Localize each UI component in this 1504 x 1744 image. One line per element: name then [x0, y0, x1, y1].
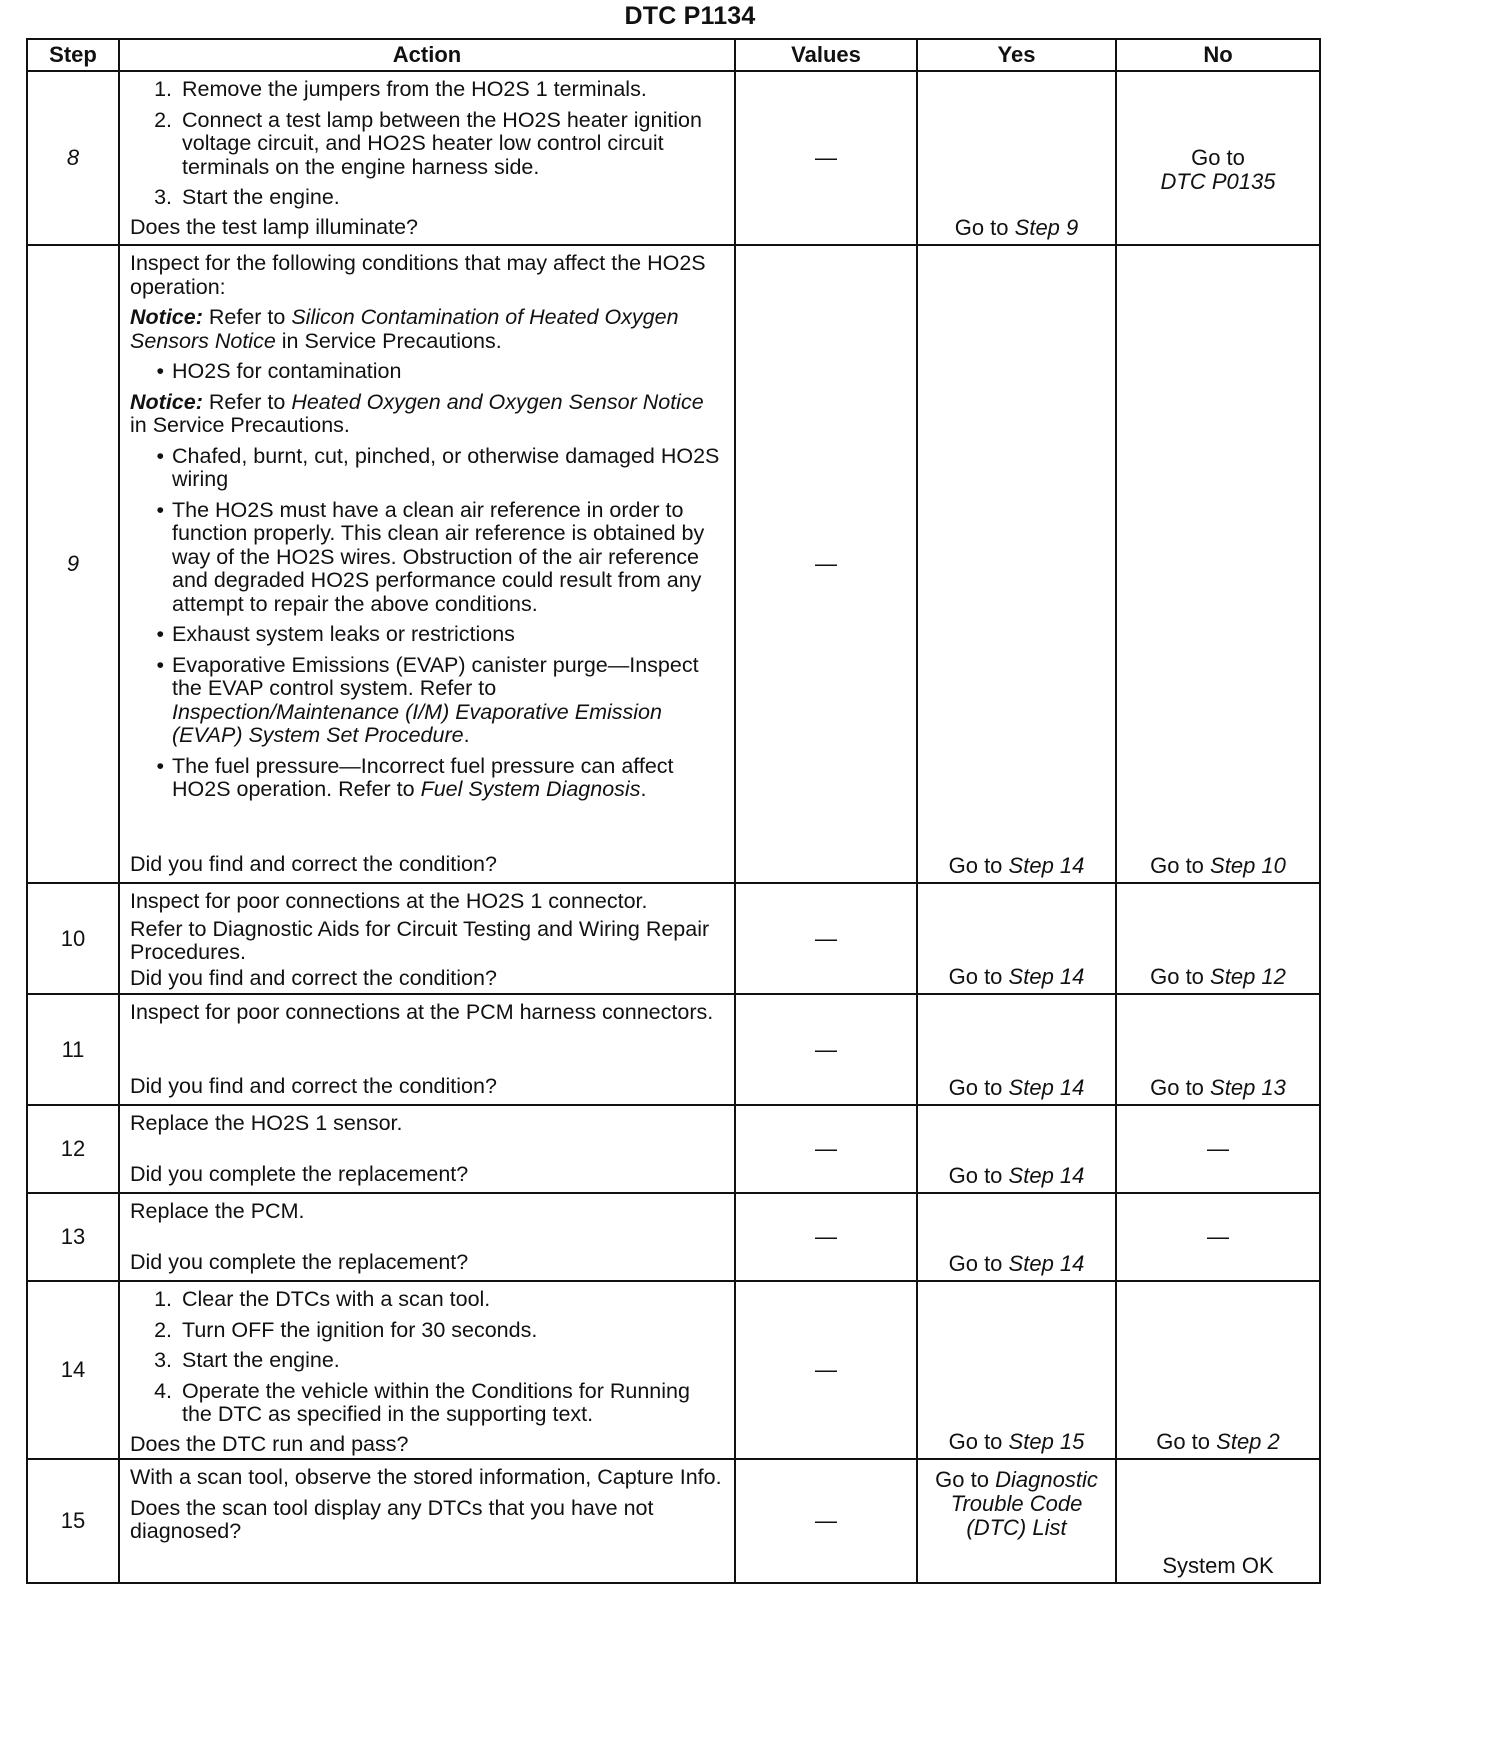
action-question: Did you find and correct the condition? — [130, 851, 497, 876]
table-row-step-13 — [27, 1193, 1320, 1281]
yes-cell: Go to Step 14 — [917, 883, 1116, 994]
no-cell: — — [1116, 1105, 1320, 1193]
action-cell — [119, 71, 735, 245]
action-cell — [119, 883, 735, 994]
yes-cell: Go to Step 15 — [917, 1281, 1116, 1459]
no-cell: System OK — [1116, 1459, 1320, 1583]
table-row-step-8 — [27, 71, 1320, 245]
header-no: No — [1116, 39, 1320, 71]
action-question: Did you complete the replacement? — [130, 1249, 469, 1274]
action-text: With a scan tool, observe the stored information, Capture Info. — [130, 1465, 722, 1489]
table-row-step-9 — [27, 245, 1320, 883]
table-row-step-15 — [27, 1459, 1320, 1583]
action-text: Refer to Diagnostic Aids for Circuit Testing and Wiring Repair Procedures. — [130, 916, 710, 964]
no-cell: Go to Step 12 — [1116, 883, 1320, 994]
yes-cell: Go to Step 14 — [917, 1193, 1116, 1281]
yes-cell: Go to Diagnostic Trouble Code (DTC) List — [917, 1459, 1116, 1583]
yes-cell: Go to Step 14 — [917, 1105, 1116, 1193]
values-cell: — — [735, 883, 917, 994]
action-cell — [119, 1459, 735, 1583]
action-cell — [119, 1193, 735, 1281]
action-question: Does the DTC run and pass? — [130, 1431, 409, 1456]
header-step: Step — [27, 39, 119, 71]
action-cell — [119, 994, 735, 1105]
action-text: Inspect for poor connections at the PCM harness connectors. — [130, 1000, 714, 1024]
action-text: Inspect for poor connections at the HO2S 1 connector. — [130, 889, 648, 913]
table-header-row — [27, 39, 1320, 71]
action-question: Did you find and correct the condition? — [130, 1073, 497, 1098]
header-action: Action — [119, 39, 735, 71]
step-number: 11 — [27, 994, 119, 1105]
header-yes: Yes — [917, 39, 1116, 71]
action-text: Replace the PCM. — [130, 1199, 305, 1223]
step-number: 13 — [27, 1193, 119, 1281]
yes-cell: Go to Step 9 — [917, 71, 1116, 245]
table-row-step-14 — [27, 1281, 1320, 1459]
action-question: Did you complete the replacement? — [130, 1161, 469, 1186]
page-title: DTC P1134 — [624, 2, 756, 30]
list-item: 3. Start the engine. — [154, 185, 340, 209]
list-item: 1. Remove the jumpers from the HO2S 1 terminals. — [154, 77, 647, 101]
step-number: 10 — [27, 883, 119, 994]
action-cell — [119, 1281, 735, 1459]
list-item: • HO2S for contamination — [156, 359, 402, 383]
no-cell: — — [1116, 1193, 1320, 1281]
list-item: 2. Turn OFF the ignition for 30 seconds. — [154, 1317, 538, 1342]
list-item: • Evaporative Emissions (EVAP) canister purge—Inspect the EVAP control system. Refer to Inspection/Maintenance (I/M) Evaporative Emission (EVAP) System Set Procedure. — [156, 652, 699, 747]
step-number: 15 — [27, 1459, 119, 1583]
values-cell: — — [735, 71, 917, 245]
notice-1: Notice: Refer to Silicon Contamination of Heated Oxygen Sensors Notice in Service Precautions. — [130, 305, 679, 353]
list-item: • Exhaust system leaks or restrictions — [156, 622, 515, 646]
step-number: 12 — [27, 1105, 119, 1193]
no-cell: Go to Step 13 — [1116, 994, 1320, 1105]
yes-cell: Go to Step 14 — [917, 245, 1116, 883]
table-row-step-11 — [27, 994, 1320, 1105]
values-cell: — — [735, 1105, 917, 1193]
table-row-step-10 — [27, 883, 1320, 994]
step-number: 9 — [27, 245, 119, 883]
list-item: 3. Start the engine. — [154, 1348, 340, 1372]
action-text: Replace the HO2S 1 sensor. — [130, 1111, 403, 1135]
action-cell — [119, 1105, 735, 1193]
action-intro: Inspect for the following conditions that may affect the HO2S operation: — [130, 251, 706, 299]
dtc-table — [26, 38, 1321, 1584]
table-row-step-12 — [27, 1105, 1320, 1193]
action-question: Does the test lamp illuminate? — [130, 214, 419, 239]
values-cell: — — [735, 1281, 917, 1459]
list-item: 2. Connect a test lamp between the HO2S heater ignition voltage circuit, and HO2S heater low control circuit terminals on the engine harness side. — [154, 107, 702, 179]
list-item: • The HO2S must have a clean air reference in order to function properly. This clean air reference is obtained by way of the HO2S wires. Obstruction of the air reference and degraded HO2S performance could result from any attempt to repair the above conditions. — [156, 497, 705, 616]
values-cell: — — [735, 1459, 917, 1583]
list-item: 4. Operate the vehicle within the Conditions for Running the DTC as specified in the supporting text. — [154, 1378, 690, 1426]
no-cell: Go to Step 10 — [1116, 245, 1320, 883]
list-item: • Chafed, burnt, cut, pinched, or otherwise damaged HO2S wiring — [156, 443, 720, 491]
yes-cell: Go to Step 14 — [917, 994, 1116, 1105]
step-number: 8 — [27, 71, 119, 245]
list-item: • The fuel pressure—Incorrect fuel pressure can affect HO2S operation. Refer to Fuel System Diagnosis. — [156, 753, 674, 801]
header-values: Values — [735, 39, 917, 71]
list-item: 1. Clear the DTCs with a scan tool. — [154, 1287, 491, 1311]
values-cell: — — [735, 1193, 917, 1281]
no-cell: Go to DTC P0135 — [1116, 71, 1320, 245]
action-cell — [119, 245, 735, 883]
no-cell: Go to Step 2 — [1116, 1281, 1320, 1459]
values-cell: — — [735, 245, 917, 883]
values-cell: — — [735, 994, 917, 1105]
action-question: Does the scan tool display any DTCs that you have not diagnosed? — [130, 1495, 654, 1543]
action-question: Did you find and correct the condition? — [130, 965, 497, 990]
step-number: 14 — [27, 1281, 119, 1459]
notice-2: Notice: Refer to Heated Oxygen and Oxygen Sensor Notice in Service Precautions. — [130, 389, 704, 437]
